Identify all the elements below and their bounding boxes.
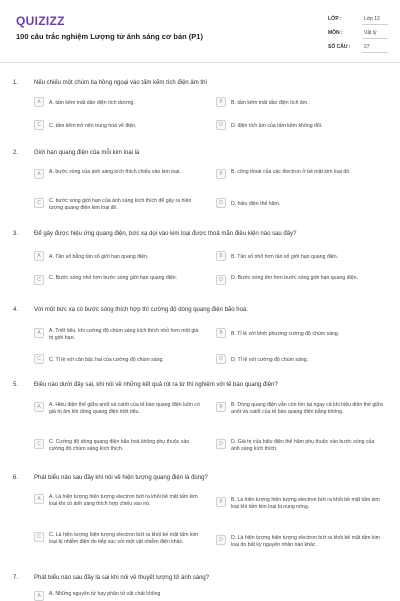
quizizz-logo <box>16 14 65 28</box>
option-text: A. Là hiện tượng hiện tượng electron bứt ra khỏi bề mặt tấm kim loại khi có ánh sáng thích hợp chiếu vào nó. <box>49 494 198 507</box>
meta-value: Lớp 12 <box>364 16 380 22</box>
meta-panel <box>328 14 388 56</box>
option-letter-badge: A <box>34 494 44 504</box>
option-text: C. tấm kẽm trở nên trung hoà về điện. <box>49 122 137 129</box>
meta-row-subject <box>328 28 388 42</box>
meta-row-class <box>328 14 388 28</box>
option-text: D. Giá trị của hiệu điện thế hãm phụ thuộc vào bước sóng của ánh sáng kích thích. <box>231 439 375 452</box>
option-letter-badge: A <box>34 169 44 179</box>
option-letter-badge: C <box>34 532 44 542</box>
meta-label: MÔN : <box>328 30 343 36</box>
question-text: Điều nào dưới đây sai, khi nói về những kết quả rút ra từ thí nghiệm với tế bào quang điện? <box>34 382 278 388</box>
option-letter-badge: D <box>216 354 226 364</box>
answer-option[interactable] <box>34 195 204 213</box>
answer-option[interactable] <box>34 399 204 429</box>
answer-option[interactable] <box>34 529 204 559</box>
question-text: Phát biểu nào sau đây khi nói về hiện tượng quang điện là đúng? <box>34 475 208 481</box>
meta-label: LỚP : <box>328 16 342 22</box>
answer-option[interactable] <box>216 436 386 454</box>
answer-option[interactable] <box>34 272 204 290</box>
question-number: 6. <box>13 475 19 481</box>
answer-option[interactable] <box>216 532 386 550</box>
question-number: 1. <box>13 80 19 86</box>
answer-option[interactable] <box>34 117 204 135</box>
option-letter-badge: C <box>34 198 44 208</box>
answer-option[interactable] <box>34 491 204 521</box>
option-text: A. Những nguyên tử hay phân tử vật chất không <box>49 591 161 597</box>
option-text: C. Là hiện tượng hiện tượng electron bứt ra khỏi bề mặt tấm kim loại bị nhiễm điện do tiếp xúc với một vật nhiễm điện khác. <box>49 532 198 545</box>
option-text: B. tấm kẽm mất dần điện tích âm. <box>231 99 309 106</box>
answer-option[interactable] <box>34 351 204 369</box>
answer-option[interactable] <box>216 351 386 369</box>
option-letter-badge: B <box>216 169 226 179</box>
answer-option[interactable] <box>34 325 204 343</box>
answer-option[interactable] <box>216 117 386 135</box>
answer-option[interactable] <box>216 94 386 112</box>
option-text: D. Bước sóng lớn hơn bước sóng giới hạn quang điện. <box>231 275 358 281</box>
option-letter-badge: C <box>34 120 44 130</box>
answer-option[interactable] <box>216 399 386 429</box>
option-text: B. Dòng quang điện vẫn còn tồn tại ngay cả khi hiệu điện thế giữa anốt và catốt của tế bào quang điện bằng không. <box>231 402 383 415</box>
answer-option[interactable] <box>216 248 386 266</box>
question-number: 7. <box>13 575 19 581</box>
question-text: Phát biểu nào sau đây là sai khi nói về thuyết lượng tử ánh sáng? <box>34 575 210 581</box>
option-text: D. Tỉ lệ với cường độ chùm sáng. <box>231 356 309 363</box>
option-text: A. bước sóng của ánh sáng kích thích chiếu vào kim loại. <box>49 169 181 175</box>
question-number: 2. <box>13 150 19 156</box>
question-number: 4. <box>13 307 19 313</box>
option-text: A. Triệt tiêu, khi cường độ chùm sáng kích thích nhỏ hơn một giá trị giới hạn. <box>49 328 199 341</box>
option-text: C. Tỉ lệ với căn bậc hai của cường độ chùm sáng. <box>49 356 164 363</box>
divider <box>362 52 388 53</box>
meta-row-question-count <box>328 42 388 56</box>
option-text: B. Tỉ lệ với bình phương cường độ chùm sáng. <box>231 330 340 337</box>
option-letter-badge: A <box>34 328 44 338</box>
option-text: B. công thoát của các êlectron ở bề mặt kim loại đó. <box>231 169 351 175</box>
option-text: A. tấm kẽm mất dần điện tích dương. <box>49 99 135 106</box>
option-letter-badge: D <box>216 198 226 208</box>
question-text: Với một bức xạ có bước sóng thích hợp thì cường độ dòng quang điện bão hoà: <box>34 307 248 313</box>
option-letter-badge: B <box>216 497 226 507</box>
option-letter-badge: D <box>216 439 226 449</box>
question-text: Nếu chiếu một chùm tia hồng ngoại vào tấm kẽm tích điện âm thì <box>34 80 208 86</box>
option-letter-badge: B <box>216 97 226 107</box>
answer-option[interactable] <box>216 272 386 290</box>
option-letter-badge: A <box>34 97 44 107</box>
option-letter-badge: C <box>34 439 44 449</box>
logo-text: QUIZIZZ <box>16 14 65 28</box>
divider <box>362 24 388 25</box>
answer-option[interactable] <box>216 166 386 184</box>
question-text: Giới hạn quang điện của mỗi kim loại là <box>34 150 140 156</box>
question-number: 3. <box>13 231 19 237</box>
answer-option[interactable] <box>34 166 204 184</box>
option-text: D. điện tích âm của tấm kẽm không đổi. <box>231 122 323 129</box>
answer-option[interactable] <box>216 325 386 343</box>
option-text: C. bước sóng giới hạn của ánh sáng kích thích để gây ra hiện tượng quang điện kim loại đó. <box>49 198 192 211</box>
option-letter-badge: A <box>34 591 44 601</box>
answer-option[interactable] <box>34 588 204 600</box>
option-letter-badge: B <box>216 402 226 412</box>
question-text: Để gây được hiệu ứng quang điện, bức xạ dọi vào kim loại được thoả mãn điều kiện nào sau đây? <box>34 231 297 237</box>
answer-option[interactable] <box>34 94 204 112</box>
option-letter-badge: D <box>216 275 226 285</box>
option-letter-badge: D <box>216 120 226 130</box>
option-text: A. Tần số bằng tần số giới hạn quang điện. <box>49 253 149 260</box>
document-title: 100 câu trắc nghiệm Lượng tử ánh sáng cơ bản (P1) <box>16 32 203 41</box>
divider <box>362 38 388 39</box>
meta-label: SỐ CÂU : <box>328 44 351 50</box>
answer-option[interactable] <box>34 248 204 266</box>
answer-option[interactable] <box>34 436 204 454</box>
option-letter-badge: D <box>216 535 226 545</box>
meta-value: Vật lý <box>364 30 377 36</box>
answer-option[interactable] <box>216 195 386 213</box>
option-letter-badge: B <box>216 328 226 338</box>
option-text: C. Bước sóng nhỏ hơn bước sóng giới hạn quang điện. <box>49 275 178 281</box>
option-letter-badge: C <box>34 354 44 364</box>
option-letter-badge: A <box>34 251 44 261</box>
option-text: D. hiệu điện thế hãm. <box>231 200 281 207</box>
option-text: A. Hiệu điện thế giữa anốt và catốt của tế bào quang điện luôn có giá trị âm khi dòng quang điện triệt tiêu. <box>49 402 200 415</box>
option-letter-badge: A <box>34 402 44 412</box>
option-letter-badge: C <box>34 275 44 285</box>
header-divider <box>0 62 400 63</box>
option-text: B. Là hiện tượng hiện tượng electron bứt ra khỏi bề mặt tấm kim loại khi tấm kim loại bị nung nóng. <box>231 497 380 510</box>
option-text: B. Tần số nhỏ hơn tần số giới hạn quang điện. <box>231 253 339 260</box>
option-text: C. Cường độ dòng quang điện bão hoà không phụ thuộc vào cường độ chùm sáng kích thích. <box>49 439 190 452</box>
answer-option[interactable] <box>216 494 386 512</box>
question-number: 5. <box>13 382 19 388</box>
option-text: D. Là hiện tượng hiện tượng electron bứt ra khỏi bề mặt tấm kim loại do bất kỳ nguyên nhân nào khác. <box>231 535 380 548</box>
option-letter-badge: B <box>216 251 226 261</box>
meta-value: 27 <box>364 44 370 50</box>
